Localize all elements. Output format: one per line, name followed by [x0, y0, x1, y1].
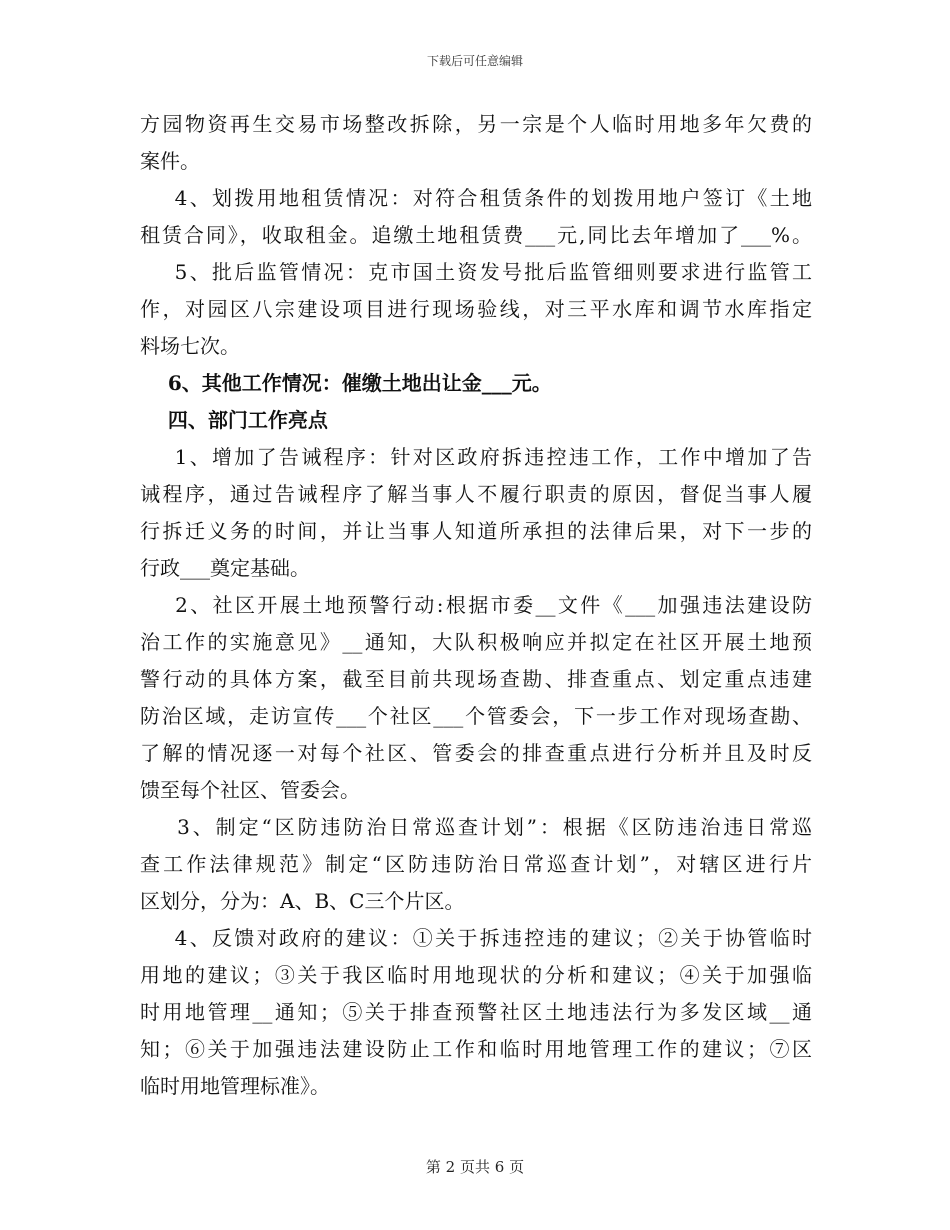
text-line: 4、划拨用地租赁情况：对符合租赁条件的划拨用地户签订《土地: [140, 186, 812, 210]
page-header: 下载后可任意编辑: [426, 54, 523, 68]
text-line: 6、其他工作情况：催缴土地出让金___元。: [140, 371, 552, 395]
text-line: 用地的建议；③关于我区临时用地现状的分析和建议；④关于加强临: [140, 963, 812, 987]
text-line: 1、增加了告诫程序：针对区政府拆违控违工作，工作中增加了告: [140, 445, 812, 469]
paragraph-item-4-land-lease: [140, 180, 812, 254]
text-line: 2、社区开展土地预警行动:根据市委__文件《___加强违法建设防: [140, 593, 812, 617]
paragraph-continuation: [140, 106, 812, 180]
paragraph-highlight-4: [140, 920, 812, 1105]
text-line: 作，对园区八宗建设项目进行现场验线，对三平水库和调节水库指定: [140, 297, 812, 321]
text-line: 3、制定“区防违防治日常巡查计划”：根据《区防违治违日常巡: [140, 815, 812, 839]
text-line: 知；⑥关于加强违法建设防止工作和临时用地管理工作的建议；⑦区: [140, 1037, 812, 1061]
text-line: 行拆迁义务的时间，并让当事人知道所承担的法律后果，对下一步的: [140, 519, 812, 543]
paragraph-highlight-3: [140, 809, 812, 920]
text-line: 了解的情况逐一对每个社区、管委会的排查重点进行分析并且及时反: [140, 741, 812, 765]
text-line: 防治区域，走访宣传___个社区___个管委会，下一步工作对现场查勘、: [140, 704, 812, 728]
text-line: 时用地管理__通知；⑤关于排查预警社区土地违法行为多发区域__通: [140, 1000, 812, 1024]
text-line: 料场七次。: [140, 334, 240, 358]
text-line: 诫程序，通过告诫程序了解当事人不履行职责的原因，督促当事人履: [140, 482, 812, 506]
text-line: 区划分，分为：A、B、C三个片区。: [140, 889, 465, 913]
text-line: 方园物资再生交易市场整改拆除，另一宗是个人临时用地多年欠费的: [140, 112, 812, 136]
paragraph-highlight-1: [140, 439, 812, 587]
paragraph-item-6-other-work: [140, 365, 812, 402]
section-title: 四、部门工作亮点: [140, 408, 328, 432]
page-number: 第 2 页共 6 页: [425, 1158, 525, 1176]
paragraph-item-5-supervision: [140, 254, 812, 365]
text-line: 5、批后监管情况：克市国土资发号批后监管细则要求进行监管工: [140, 260, 812, 284]
text-line: 查工作法律规范》制定“区防违防治日常巡查计划”，对辖区进行片: [140, 852, 812, 876]
text-line: 馈至每个社区、管委会。: [140, 778, 360, 802]
text-line: 案件。: [140, 149, 200, 173]
text-line: 治工作的实施意见》__通知，大队积极响应并拟定在社区开展土地预: [140, 630, 812, 654]
text-line: 行政___奠定基础。: [140, 556, 310, 580]
text-line: 4、反馈对政府的建议：①关于拆违控违的建议；②关于协管临时: [140, 926, 812, 950]
text-line: 警行动的具体方案，截至目前共现场查勘、排查重点、划定重点违建: [140, 667, 812, 691]
section-heading: [140, 402, 812, 439]
text-line: 租赁合同》，收取租金。追缴土地租赁费___元,同比去年增加了___%。: [140, 223, 812, 247]
text-line: 临时用地管理标准》。: [140, 1074, 330, 1098]
document-body: [140, 106, 812, 1105]
paragraph-highlight-2: [140, 587, 812, 809]
